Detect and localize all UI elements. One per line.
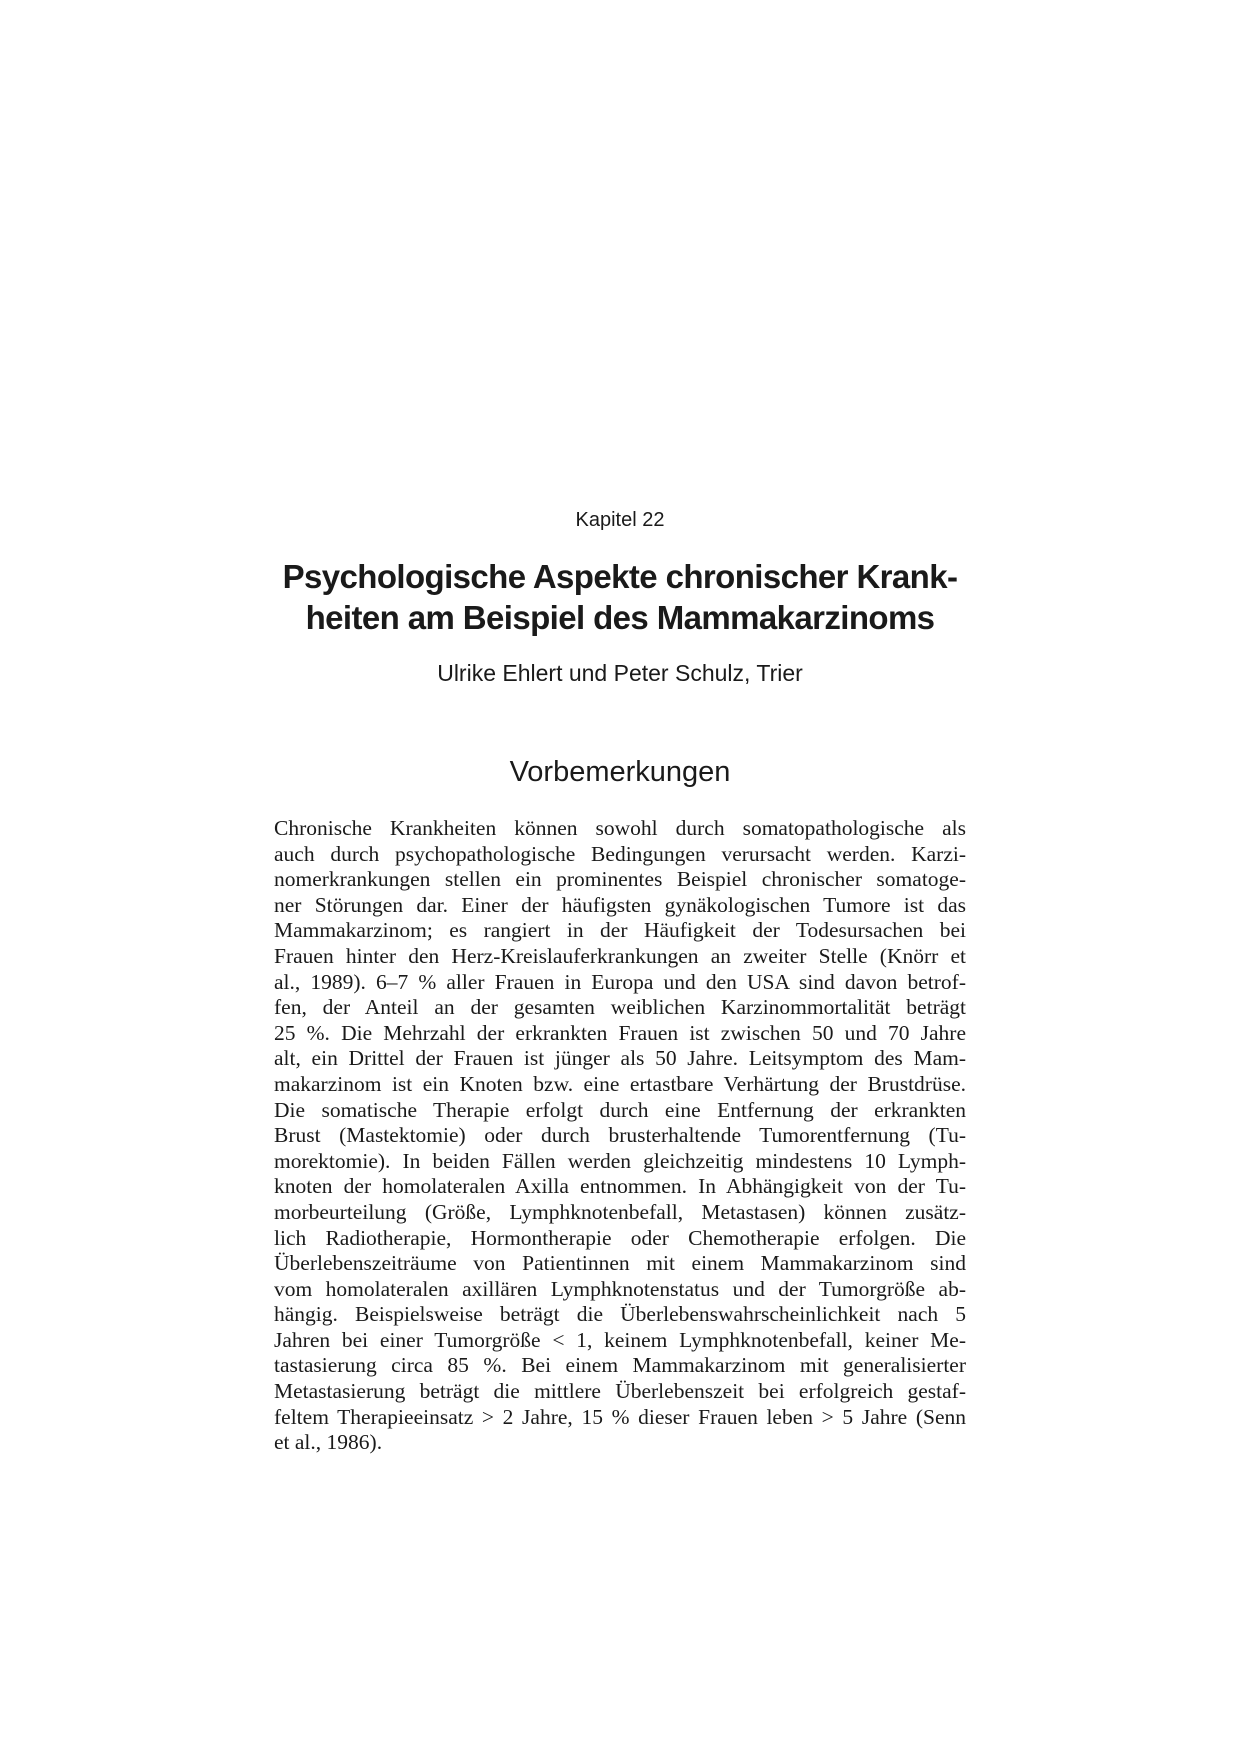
- body-line: Chronische Krankheiten können sowohl durch somatopathologische als: [274, 816, 966, 840]
- body-line: morbeurteilung (Größe, Lymphknotenbefall, Metastasen) können zusätz-: [274, 1199, 966, 1224]
- body-line: auch durch psychopathologische Bedingungen verursacht werden. Karzi-: [274, 841, 966, 866]
- authors-line: Ulrike Ehlert und Peter Schulz, Trier: [437, 660, 803, 686]
- body-paragraph: [274, 816, 966, 1456]
- chapter-title-line-1: Psychologische Aspekte chronischer Krank-: [282, 558, 958, 595]
- body-line: Jahren bei einer Tumorgröße < 1, keinem Lymphknotenbefall, keiner Me-: [274, 1327, 966, 1352]
- body-line: Brust (Mastektomie) oder durch brusterhaltende Tumorentfernung (Tu-: [274, 1123, 966, 1148]
- body-line: 25 %. Die Mehrzahl der erkrankten Frauen ist zwischen 50 und 70 Jahre: [274, 1020, 966, 1045]
- body-line: Überlebenszeiträume von Patientinnen mit einem Mammakarzinom sind: [274, 1251, 966, 1276]
- body-line: nomerkrankungen stellen ein prominentes Beispiel chronischer somatoge-: [274, 867, 966, 892]
- body-line: lich Radiotherapie, Hormontherapie oder Chemotherapie erfolgen. Die: [274, 1225, 966, 1250]
- body-line: hängig. Beispielsweise beträgt die Überlebenswahrscheinlichkeit nach 5: [274, 1302, 966, 1327]
- body-line: alt, ein Drittel der Frauen ist jünger als 50 Jahre. Leitsymptom des Mam-: [274, 1046, 966, 1071]
- body-line: vom homolateralen axillären Lymphknotenstatus und der Tumorgröße ab-: [274, 1276, 966, 1301]
- body-line: fen, der Anteil an der gesamten weiblichen Karzinommortalität beträgt: [274, 995, 966, 1020]
- body-line: ner Störungen dar. Einer der häufigsten gynäkologischen Tumore ist das: [274, 892, 966, 917]
- body-line: knoten der homolateralen Axilla entnommen. In Abhängigkeit von der Tu-: [274, 1174, 966, 1199]
- chapter-title: [0, 556, 1240, 638]
- body-line: et al., 1986).: [274, 1430, 383, 1455]
- body-line: Mammakarzinom; es rangiert in der Häufigkeit der Todesursachen bei: [274, 918, 966, 943]
- body-line: Metastasierung beträgt die mittlere Überlebenszeit bei erfolgreich gestaf-: [274, 1379, 966, 1404]
- body-line: Die somatische Therapie erfolgt durch eine Entfernung der erkrankten: [274, 1097, 966, 1122]
- chapter-label: Kapitel 22: [575, 509, 665, 531]
- chapter-title-line-2: heiten am Beispiel des Mammakarzinoms: [305, 599, 935, 636]
- body-line: Frauen hinter den Herz-Kreislauferkrankungen an zweiter Stelle (Knörr et: [274, 943, 966, 968]
- section-heading: Vorbemerkungen: [509, 756, 731, 788]
- body-line: morektomie). In beiden Fällen werden gleichzeitig mindestens 10 Lymph-: [274, 1148, 966, 1173]
- body-line: al., 1989). 6–7 % aller Frauen in Europa und den USA sind davon betrof-: [274, 969, 966, 994]
- body-line: makarzinom ist ein Knoten bzw. eine ertastbare Verhärtung der Brustdrüse.: [274, 1071, 966, 1096]
- body-line: tastasierung circa 85 %. Bei einem Mammakarzinom mit generalisierter: [274, 1353, 966, 1378]
- body-line: feltem Therapieeinsatz > 2 Jahre, 15 % dieser Frauen leben > 5 Jahre (Senn: [274, 1404, 966, 1429]
